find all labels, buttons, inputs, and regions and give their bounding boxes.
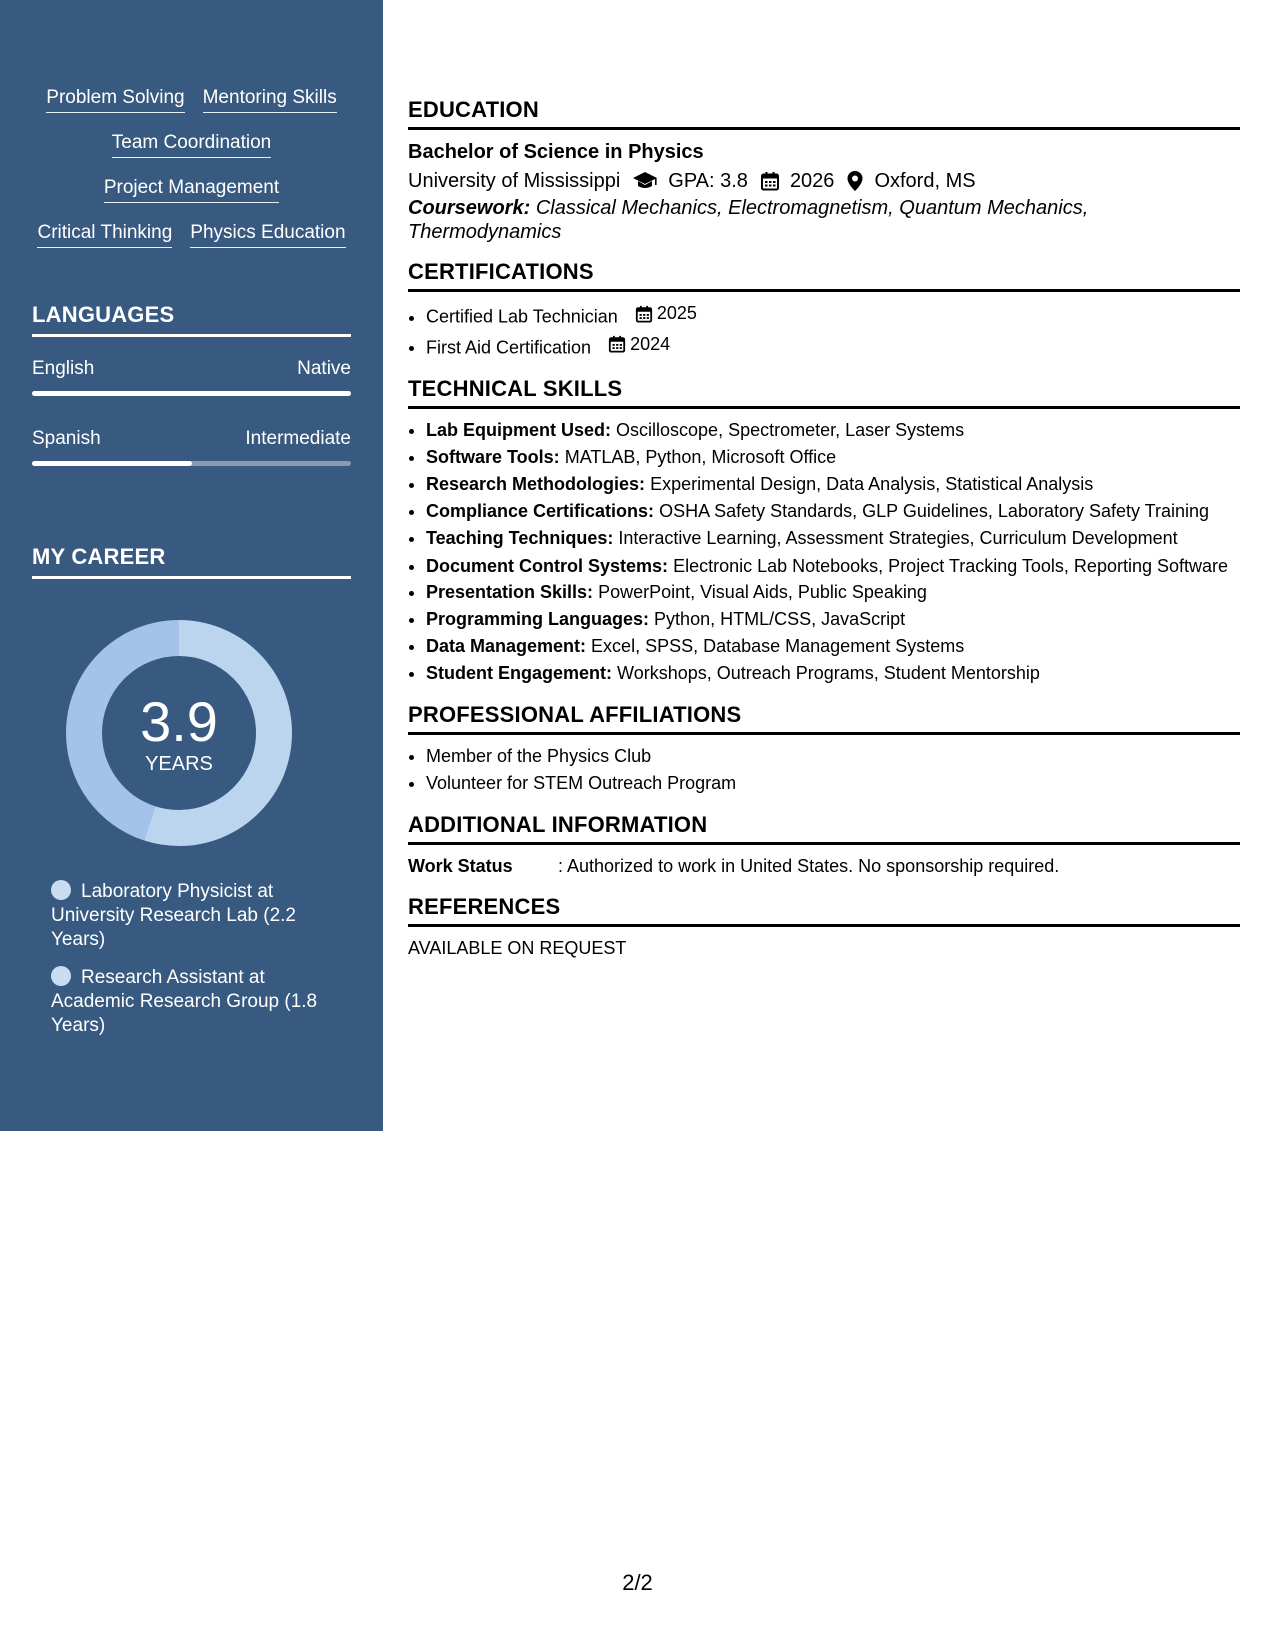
technical-skills-section bbox=[408, 375, 1240, 687]
affiliations-heading: PROFESSIONAL AFFILIATIONS bbox=[408, 701, 1240, 735]
language-level: Intermediate bbox=[245, 428, 351, 449]
language-bar bbox=[32, 461, 351, 466]
affiliations-list bbox=[408, 743, 1240, 797]
school-location: Oxford, MS bbox=[874, 170, 976, 192]
skill-tag: Mentoring Skills bbox=[203, 86, 337, 113]
references-text: AVAILABLE ON REQUEST bbox=[408, 938, 627, 958]
calendar-icon bbox=[635, 305, 653, 323]
additional-info-heading: ADDITIONAL INFORMATION bbox=[408, 811, 1240, 845]
affiliations-section bbox=[408, 701, 1240, 797]
skill-label: Software Tools: bbox=[426, 447, 560, 467]
skill-item bbox=[426, 660, 1240, 687]
skill-label: Student Engagement: bbox=[426, 663, 613, 683]
main-content bbox=[408, 96, 1240, 975]
skill-value: Python, HTML/CSS, JavaScript bbox=[654, 609, 906, 629]
skill-item bbox=[426, 525, 1240, 552]
education-heading: EDUCATION bbox=[408, 96, 1240, 130]
career-unit: YEARS bbox=[145, 753, 213, 775]
skill-tag: Problem Solving bbox=[46, 86, 184, 113]
skills-list bbox=[0, 86, 383, 266]
references-heading: REFERENCES bbox=[408, 893, 1240, 927]
work-status-label: Work Status bbox=[408, 856, 513, 876]
career-donut-chart bbox=[66, 620, 292, 846]
page-number: 2/2 bbox=[622, 1570, 653, 1595]
skill-value: MATLAB, Python, Microsoft Office bbox=[564, 447, 837, 467]
certification-name: Certified Lab Technician bbox=[426, 306, 618, 327]
skill-value: Workshops, Outreach Programs, Student Mentorship bbox=[617, 663, 1040, 683]
certifications-list bbox=[408, 300, 1240, 361]
skill-label: Teaching Techniques: bbox=[426, 528, 614, 548]
sidebar bbox=[0, 0, 383, 1131]
graduation-year: 2026 bbox=[789, 170, 835, 192]
skill-tag: Critical Thinking bbox=[37, 221, 172, 248]
skill-value: Interactive Learning, Assessment Strategies, Curriculum Development bbox=[618, 528, 1178, 548]
skill-label: Document Control Systems: bbox=[426, 556, 669, 576]
language-bar bbox=[32, 391, 351, 396]
education-meta bbox=[408, 166, 1240, 196]
skill-row bbox=[0, 86, 383, 131]
language-name: English bbox=[32, 358, 95, 379]
skill-label: Programming Languages: bbox=[426, 609, 650, 629]
skill-row bbox=[0, 131, 383, 176]
work-status bbox=[408, 853, 1240, 879]
skill-label: Lab Equipment Used: bbox=[426, 420, 612, 440]
calendar-icon bbox=[608, 335, 626, 353]
language-name: Spanish bbox=[32, 428, 101, 449]
career-item-text: Research Assistant at Academic Research Group (1.8 Years) bbox=[51, 967, 318, 1036]
skill-label: Compliance Certifications: bbox=[426, 501, 655, 521]
school-name: University of Mississippi bbox=[408, 170, 621, 192]
career-item bbox=[51, 880, 331, 952]
coursework-label: Coursework: bbox=[408, 197, 531, 219]
career-heading: MY CAREER bbox=[32, 544, 351, 579]
coursework bbox=[408, 196, 1240, 244]
career-item bbox=[51, 966, 331, 1038]
education-section bbox=[408, 96, 1240, 244]
certification-name: First Aid Certification bbox=[426, 337, 592, 357]
skill-item bbox=[426, 498, 1240, 525]
career-list bbox=[51, 880, 331, 1052]
skill-label: Presentation Skills: bbox=[426, 582, 594, 602]
affiliation-item: • Volunteer for STEM Outreach Program bbox=[426, 770, 1240, 797]
languages-heading: LANGUAGES bbox=[32, 302, 351, 337]
skill-row bbox=[0, 221, 383, 266]
skill-value: Experimental Design, Data Analysis, Statistical Analysis bbox=[650, 474, 1094, 494]
technical-skills-list bbox=[408, 417, 1240, 687]
references-section bbox=[408, 893, 1240, 961]
skill-label: Research Methodologies: bbox=[426, 474, 646, 494]
skill-item bbox=[426, 471, 1240, 498]
career-item-text: Laboratory Physicist at University Research Lab (2.2 Years) bbox=[51, 881, 296, 950]
additional-info-section bbox=[408, 811, 1240, 879]
skill-tag: Project Management bbox=[104, 176, 279, 203]
gpa: GPA: 3.8 bbox=[668, 170, 748, 192]
bullet-dot-icon bbox=[51, 880, 71, 900]
skill-value: Electronic Lab Notebooks, Project Tracking Tools, Reporting Software bbox=[673, 556, 1229, 576]
work-status-value: : Authorized to work in United States. No sponsorship required. bbox=[558, 856, 1060, 876]
skill-item bbox=[426, 554, 1240, 578]
skill-row bbox=[0, 176, 383, 221]
degree-title: Bachelor of Science in Physics bbox=[408, 141, 704, 163]
skill-tag: Physics Education bbox=[190, 221, 345, 248]
skill-value: OSHA Safety Standards, GLP Guidelines, Laboratory Safety Training bbox=[659, 501, 1210, 521]
certification-item bbox=[426, 331, 1240, 362]
skill-item bbox=[426, 579, 1240, 606]
bullet-dot-icon bbox=[51, 966, 71, 986]
language-bar-fill bbox=[32, 391, 351, 396]
certifications-heading: CERTIFICATIONS bbox=[408, 258, 1240, 292]
certification-year: 2025 bbox=[656, 303, 697, 323]
language-bar-fill bbox=[32, 461, 192, 466]
skill-value: Excel, SPSS, Database Management Systems bbox=[591, 636, 965, 656]
skill-label: Data Management: bbox=[426, 636, 587, 656]
language-english bbox=[32, 357, 351, 396]
calendar-icon bbox=[760, 171, 780, 191]
coursework-list: Classical Mechanics, Electromagnetism, Quantum Mechanics, Thermodynamics bbox=[408, 197, 1089, 243]
certification-item bbox=[426, 300, 1240, 331]
location-pin-icon bbox=[846, 170, 864, 192]
affiliation-item: • Member of the Physics Club bbox=[426, 743, 1240, 770]
career-total: 3.9 bbox=[140, 690, 218, 753]
certifications-section bbox=[408, 258, 1240, 361]
language-spanish bbox=[32, 427, 351, 466]
skill-value: Oscilloscope, Spectrometer, Laser Systems bbox=[616, 420, 965, 440]
graduation-cap-icon bbox=[632, 171, 658, 191]
skill-tag: Team Coordination bbox=[112, 131, 271, 158]
skill-value: PowerPoint, Visual Aids, Public Speaking bbox=[598, 582, 927, 602]
technical-skills-heading: TECHNICAL SKILLS bbox=[408, 375, 1240, 409]
skill-item bbox=[426, 444, 1240, 471]
certification-year: 2024 bbox=[630, 333, 671, 354]
skill-item bbox=[426, 606, 1240, 633]
skill-item bbox=[426, 417, 1240, 444]
skill-item bbox=[426, 633, 1240, 660]
language-level: Native bbox=[297, 358, 351, 379]
